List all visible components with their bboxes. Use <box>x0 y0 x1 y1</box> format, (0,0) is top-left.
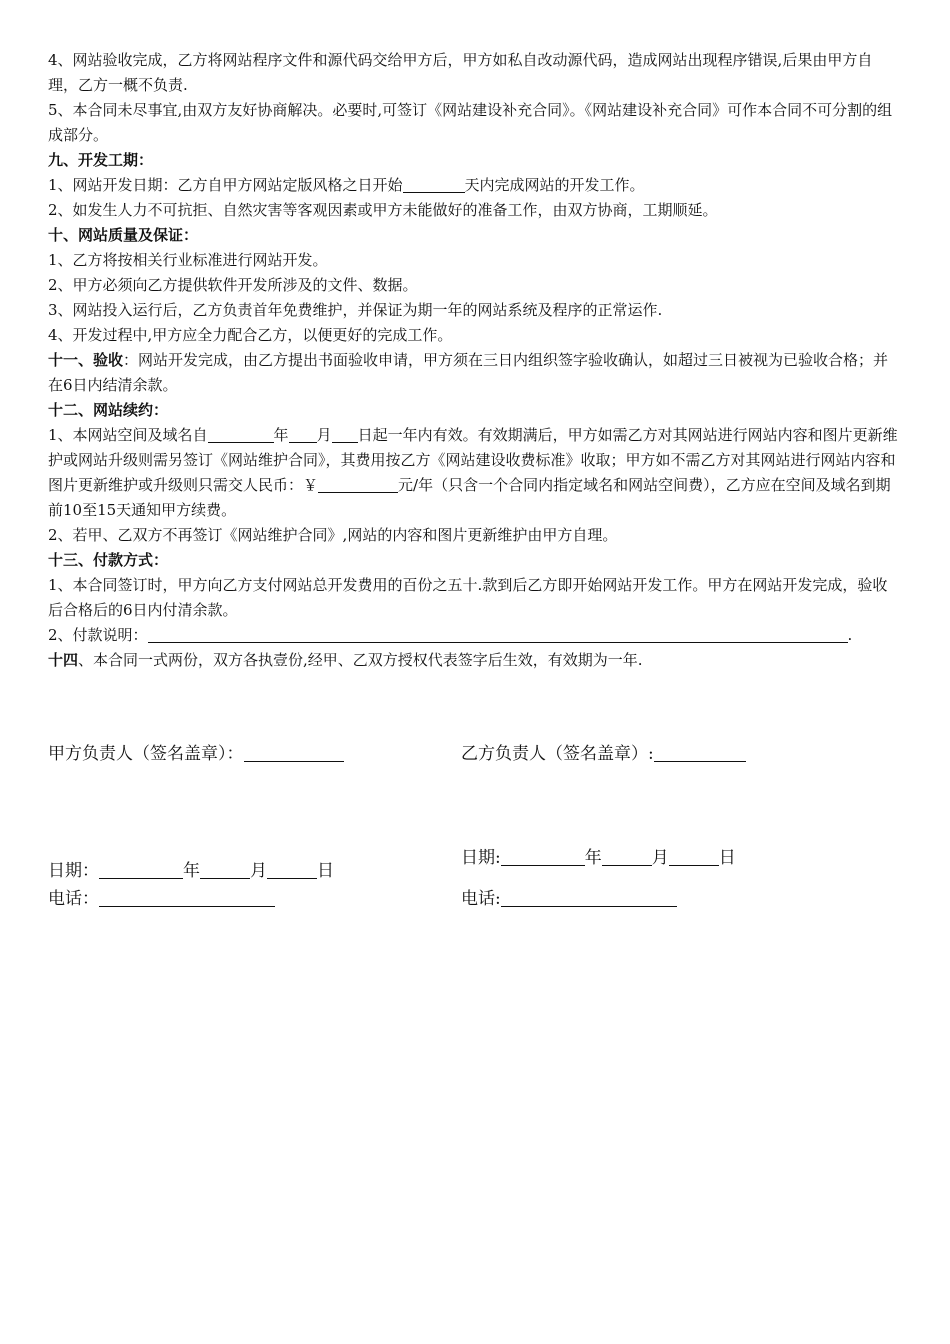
clause-12-1-year: 年 <box>273 426 289 444</box>
clause-9-1 <box>48 173 898 198</box>
clause-13-1: 1、本合同签订时，甲方向乙方支付网站总开发费用的百份之五十.款到后乙方即开始网站开发工作。甲方在网站开发完成，验收后合格后的6日内付清余款。 <box>48 576 888 619</box>
party-a-phone-label: 电话： <box>48 889 99 909</box>
section-14 <box>48 648 898 673</box>
party-b-year-label: 年 <box>584 848 602 868</box>
party-b-phone <box>461 886 677 912</box>
renew-day-blank <box>332 426 358 443</box>
party-a-phone-blank <box>99 888 275 907</box>
fee-blank <box>318 476 398 493</box>
party-b-phone-blank <box>501 888 677 907</box>
renew-month-blank <box>289 426 317 443</box>
section-9-heading: 九、开发工期： <box>48 151 154 169</box>
clause-10-1: 1、乙方将按相关行业标准进行网站开发。 <box>48 251 328 269</box>
clause-10-3: 3、网站投入运行后，乙方负责首年免费维护，并保证为期一年的网站系统及程序的正常运作. <box>48 301 663 319</box>
section-11-heading: 十一、验收 <box>48 351 124 369</box>
clause-8-5: 5、本合同未尽事宜,由双方友好协商解决。必要时,可签订《网站建设补充合同》。《网站建设补充合同》可作本合同不可分割的组成部分。 <box>48 101 893 144</box>
contract-body <box>48 48 898 673</box>
party-b-date-label: 日期: <box>461 848 501 868</box>
party-b-signature <box>461 741 746 767</box>
payment-note-blank <box>148 626 848 643</box>
party-b-day-label: 日 <box>718 848 736 868</box>
party-b-year-blank <box>501 847 585 866</box>
party-b-sign-blank <box>654 743 746 762</box>
clause-13-2 <box>48 623 898 648</box>
party-a-sign-blank <box>244 743 344 762</box>
section-11-text: ：网站开发完成，由乙方提出书面验收申请，甲方须在三日内组织签字验收确认，如超过三日被视为已验收合格；并在6日内结清余款。 <box>48 351 889 394</box>
party-b-month-label: 月 <box>651 848 669 868</box>
party-a-sign-label: 甲方负责人（签名盖章）： <box>48 744 244 764</box>
clause-12-2: 2、若甲、乙双方不再签订《网站维护合同》,网站的内容和图片更新维护由甲方自理。 <box>48 526 618 544</box>
party-a-day-blank <box>267 860 317 879</box>
section-13-heading: 十三、付款方式： <box>48 551 169 569</box>
clause-13-2-end: . <box>847 626 853 644</box>
clause-9-2: 2、如发生人力不可抗拒、自然灾害等客观因素或甲方未能做好的准备工作，由双方协商，工期顺延。 <box>48 201 718 219</box>
party-b-day-blank <box>669 847 719 866</box>
clause-9-1-text-b: 天内完成网站的开发工作。 <box>464 176 645 194</box>
section-14-text: 、本合同一式两份，双方各执壹份,经甲、乙双方授权代表签字后生效，有效期为一年. <box>78 651 643 669</box>
clause-9-1-text-a: 1、网站开发日期：乙方自甲方网站定版风格之日开始 <box>48 176 403 194</box>
clause-12-1-text-a: 1、本网站空间及域名自 <box>48 426 208 444</box>
clause-8-4: 4、网站验收完成，乙方将网站程序文件和源代码交给甲方后，甲方如私自改动源代码，造成网站出现程序错误,后果由甲方自理，乙方一概不负责. <box>48 51 873 94</box>
party-b-month-blank <box>602 847 652 866</box>
party-b-date <box>461 845 736 871</box>
party-a-date-label: 日期： <box>48 861 99 881</box>
renew-year-blank <box>208 426 274 443</box>
clause-13-2-label: 2、付款说明： <box>48 626 148 644</box>
days-blank <box>403 176 465 193</box>
party-a-phone <box>48 886 275 912</box>
clause-12-1-text-d: 日起一年内有效。有效期满后，甲方如需乙方对其网站进行网站内容和图片更新维护或网站升级则需另签订《网站维护合同》，其费用按乙方《网站建设收费标准》收取；甲方如不需乙方对其网站进行网站内容和图片更新维护或升级则只需交人民币：￥ <box>48 426 898 494</box>
party-a-date <box>48 858 334 884</box>
party-a-signature <box>48 741 344 767</box>
section-10-heading: 十、网站质量及保证： <box>48 226 199 244</box>
section-12-heading: 十二、网站续约： <box>48 401 169 419</box>
clause-12-1-text-e: 元/年（只含一个合同内指定域名和网站空间费），乙方应在空间及域名到期前10至15天通知甲方续费。 <box>48 476 891 519</box>
party-a-day-label: 日 <box>317 861 334 881</box>
party-a-year-blank <box>99 860 183 879</box>
party-a-year-label: 年 <box>183 861 200 881</box>
clause-12-1 <box>48 423 898 523</box>
clause-12-1-month: 月 <box>316 426 332 444</box>
party-b-sign-label: 乙方负责人（签名盖章）: <box>461 744 654 764</box>
clause-10-4: 4、开发过程中,甲方应全力配合乙方，以便更好的完成工作。 <box>48 326 453 344</box>
party-a-month-blank <box>200 860 250 879</box>
section-14-heading: 十四 <box>48 651 79 669</box>
party-a-month-label: 月 <box>250 861 267 881</box>
section-11 <box>48 348 898 398</box>
clause-10-2: 2、甲方必须向乙方提供软件开发所涉及的文件、数据。 <box>48 276 418 294</box>
party-b-phone-label: 电话: <box>461 889 501 909</box>
